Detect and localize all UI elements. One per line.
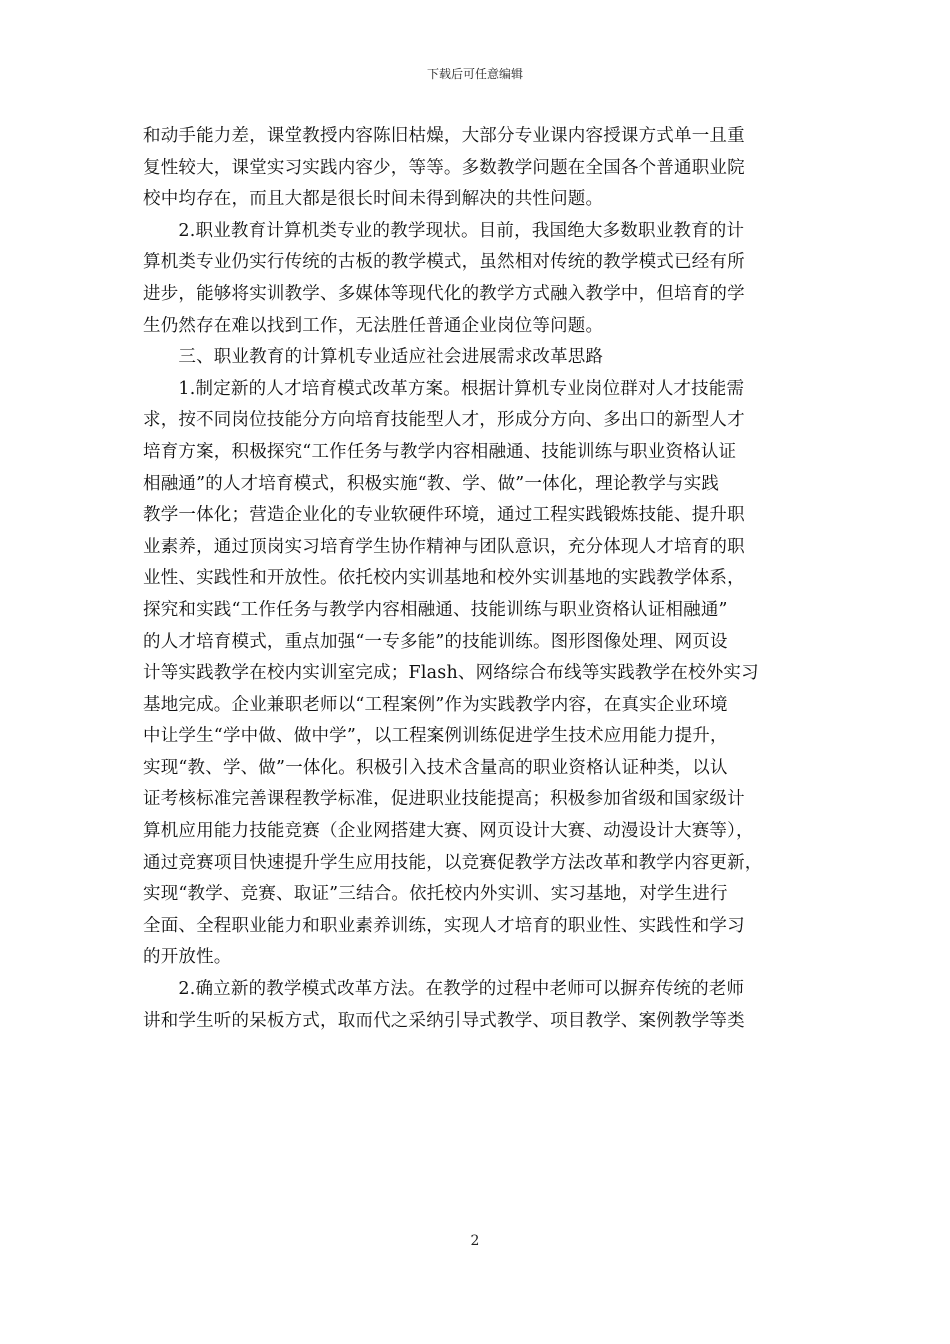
page-header: 下载后可任意编辑 [426, 67, 523, 81]
text-line: 校中均存在，而且大都是很长时间未得到解决的共性问题。 [143, 189, 604, 210]
text-line: 培育方案，积极探究“工作任务与教学内容相融通、技能训练与职业资格认证 [143, 441, 737, 462]
text-line: 讲和学生听的呆板方式，取而代之采纳引导式教学、项目教学、案例教学等类 [143, 1010, 745, 1031]
text-line: 进步，能够将实训教学、多媒体等现代化的教学方式融入教学中，但培育的学 [143, 283, 745, 304]
text-line: 探究和实践“工作任务与教学内容相融通、技能训练与职业资格认证相融通” [143, 599, 728, 620]
text-line: 生仍然存在难以找到工作，无法胜任普通企业岗位等问题。 [143, 315, 604, 336]
text-line: 的人才培育模式，重点加强“一专多能”的技能训练。图形图像处理、网页设 [143, 631, 728, 652]
text-line: 求，按不同岗位技能分方向培育技能型人才，形成分方向、多出口的新型人才 [143, 410, 745, 431]
text-line: 实现“教、学、做”一体化。积极引入技术含量高的职业资格认证种类，以认 [143, 757, 728, 778]
text-line: 1.制定新的人才培育模式改革方案。根据计算机专业岗位群对人才技能需 [143, 378, 745, 399]
text-line: 相融通”的人才培育模式，积极实施“教、学、做”一体化，理论教学与实践 [143, 473, 720, 494]
text-line: 2.职业教育计算机类专业的教学现状。目前，我国绝大多数职业教育的计 [143, 220, 745, 241]
body-text [143, 121, 813, 1037]
text-line: 三、职业教育的计算机专业适应社会进展需求改革思路 [143, 347, 604, 368]
text-line: 全面、全程职业能力和职业素养训练，实现人才培育的职业性、实践性和学习 [143, 915, 745, 936]
text-line: 算机应用能力技能竞赛（企业网搭建大赛、网页设计大赛、动漫设计大赛等）， [143, 821, 754, 842]
text-line: 和动手能力差，课堂教授内容陈旧枯燥，大部分专业课内容授课方式单一且重 [143, 126, 745, 146]
text-line: 复性较大，课堂实习实践内容少，等等。多数教学问题在全国各个普通职业院 [143, 157, 745, 178]
text-line: 通过竞赛项目快速提升学生应用技能，以竞赛促教学方法改革和教学内容更新， [143, 852, 763, 873]
text-line: 实现“教学、竞赛、取证”三结合。依托校内外实训、实习基地，对学生进行 [143, 884, 728, 905]
text-line: 业性、实践性和开放性。依托校内实训基地和校外实训基地的实践教学体系， [143, 568, 745, 589]
text-line: 中让学生“学中做、做中学”，以工程案例训练促进学生技术应用能力提升， [143, 726, 728, 747]
text-line: 基地完成。企业兼职老师以“工程案例”作为实践教学内容，在真实企业环境 [143, 694, 728, 715]
text-line: 计等实践教学在校内实训室完成；Flash、网络综合布线等实践教学在校外实习 [143, 663, 759, 684]
text-line: 业素养，通过顶岗实习培育学生协作精神与团队意识，充分体现人才培育的职 [143, 536, 745, 557]
text-line: 2.确立新的教学模式改革方法。在教学的过程中老师可以摒弃传统的老师 [143, 979, 745, 1000]
text-line: 教学一体化；营造企业化的专业软硬件环境，通过工程实践锻炼技能、提升职 [143, 505, 745, 526]
text-line: 证考核标准完善课程教学标准，促进职业技能提高；积极参加省级和国家级计 [143, 789, 745, 810]
text-line: 算机类专业仍实行传统的古板的教学模式，虽然相对传统的教学模式已经有所 [143, 252, 745, 273]
text-line: 的开放性。 [143, 947, 232, 968]
page-number: 2 [470, 1233, 480, 1249]
